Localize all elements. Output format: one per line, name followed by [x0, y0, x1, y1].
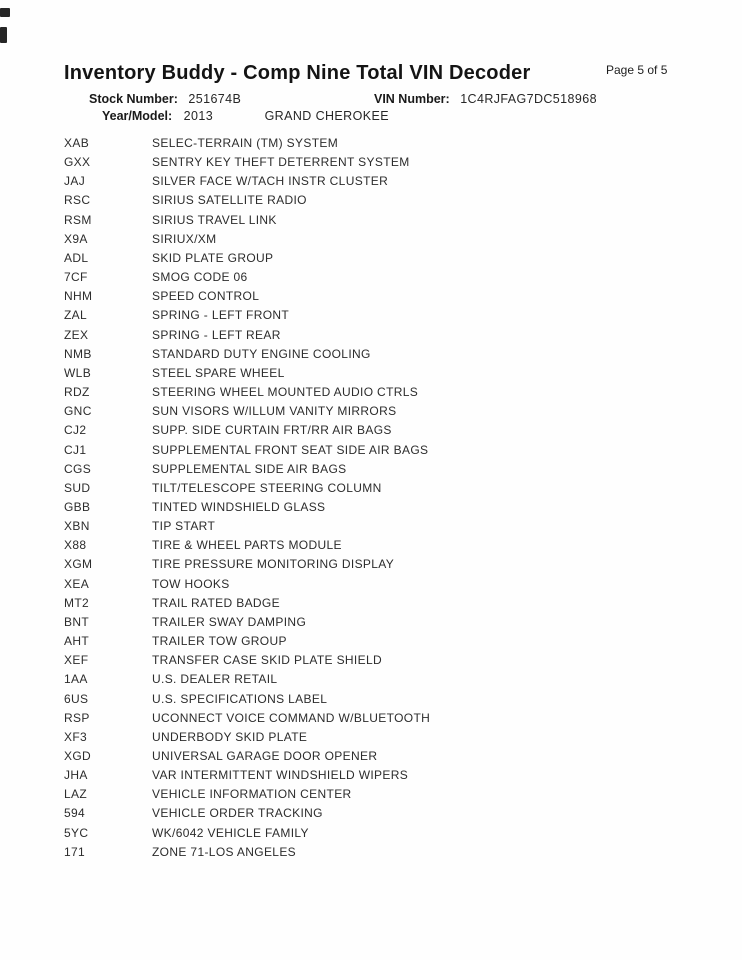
option-description: SIRIUS SATELLITE RADIO: [152, 193, 307, 208]
option-description: TILT/TELESCOPE STEERING COLUMN: [152, 480, 382, 495]
option-description: TINTED WINDSHIELD GLASS: [152, 499, 326, 514]
option-description: SUPP. SIDE CURTAIN FRT/RR AIR BAGS: [152, 423, 392, 438]
option-row: [64, 191, 684, 210]
option-description: SUN VISORS W/ILLUM VANITY MIRRORS: [152, 404, 397, 419]
page-title: Inventory Buddy - Comp Nine Total VIN Decoder: [64, 62, 531, 84]
option-code: RSC: [64, 193, 91, 208]
option-description: STEEL SPARE WHEEL: [152, 365, 285, 380]
option-description: TRAILER SWAY DAMPING: [152, 614, 307, 629]
option-row: [64, 594, 684, 613]
option-row: [64, 172, 684, 191]
option-description: VAR INTERMITTENT WINDSHIELD WIPERS: [152, 768, 409, 783]
option-row: [64, 824, 684, 843]
option-description: TRAILER TOW GROUP: [152, 634, 287, 649]
option-code: SUD: [64, 480, 91, 495]
option-code: X88: [64, 538, 87, 553]
option-code: 594: [64, 806, 86, 821]
option-description: U.S. DEALER RETAIL: [152, 672, 278, 687]
option-row: [64, 709, 684, 728]
option-code: CGS: [64, 461, 92, 476]
option-row: [64, 747, 684, 766]
option-description: TIRE PRESSURE MONITORING DISPLAY: [152, 557, 395, 572]
option-code: 6US: [64, 691, 89, 706]
option-row: [64, 441, 684, 460]
option-code: GXX: [64, 155, 91, 170]
option-code: XGM: [64, 557, 93, 572]
vin-number-label: VIN Number:: [374, 92, 450, 106]
option-row: [64, 555, 684, 574]
option-description: TRAIL RATED BADGE: [152, 595, 280, 610]
option-row: [64, 843, 684, 862]
option-code: AHT: [64, 634, 90, 649]
option-code: JAJ: [64, 174, 86, 189]
option-codes-list: [64, 134, 684, 862]
option-description: VEHICLE INFORMATION CENTER: [152, 787, 352, 802]
option-description: VEHICLE ORDER TRACKING: [152, 806, 323, 821]
option-description: SENTRY KEY THEFT DETERRENT SYSTEM: [152, 155, 410, 170]
option-code: BNT: [64, 614, 90, 629]
option-row: [64, 421, 684, 440]
option-code: LAZ: [64, 787, 88, 802]
option-row: [64, 402, 684, 421]
option-description: SPRING - LEFT REAR: [152, 327, 281, 342]
option-code: XBN: [64, 519, 90, 534]
option-code: CJ2: [64, 423, 87, 438]
option-row: [64, 613, 684, 632]
option-code: NMB: [64, 346, 92, 361]
option-row: [64, 785, 684, 804]
option-code: RDZ: [64, 385, 90, 400]
option-description: UCONNECT VOICE COMMAND W/BLUETOOTH: [152, 710, 431, 725]
option-row: [64, 479, 684, 498]
option-description: WK/6042 VEHICLE FAMILY: [152, 825, 309, 840]
vin-number-value: 1C4RJFAG7DC518968: [460, 92, 597, 106]
year-model-label: Year/Model:: [102, 109, 173, 123]
option-row: [64, 651, 684, 670]
option-row: [64, 536, 684, 555]
option-code: XF3: [64, 729, 88, 744]
model-value: GRAND CHEROKEE: [264, 109, 389, 123]
option-row: [64, 517, 684, 536]
option-row: [64, 211, 684, 230]
option-row: [64, 287, 684, 306]
option-code: GNC: [64, 404, 92, 419]
stock-number-line: [89, 92, 241, 107]
option-row: [64, 460, 684, 479]
stock-number-value: 251674B: [188, 92, 242, 106]
option-description: SUPPLEMENTAL SIDE AIR BAGS: [152, 461, 347, 476]
option-code: GBB: [64, 499, 91, 514]
scan-artifact-mark: [0, 27, 7, 43]
scan-artifact-mark: [0, 8, 10, 17]
option-description: TIP START: [152, 519, 216, 534]
option-row: [64, 670, 684, 689]
option-description: SPRING - LEFT FRONT: [152, 308, 290, 323]
option-code: XEF: [64, 653, 89, 668]
option-code: ZEX: [64, 327, 89, 342]
option-code: 1AA: [64, 672, 88, 687]
option-code: ZAL: [64, 308, 88, 323]
option-description: SILVER FACE W/TACH INSTR CLUSTER: [152, 174, 389, 189]
option-code: RSP: [64, 710, 90, 725]
option-row: [64, 690, 684, 709]
option-code: XAB: [64, 136, 90, 150]
option-code: XEA: [64, 576, 90, 591]
year-value: 2013: [183, 109, 214, 123]
option-description: SIRIUS TRAVEL LINK: [152, 212, 277, 227]
vin-number-line: [374, 92, 597, 107]
option-code: 7CF: [64, 270, 88, 285]
option-code: RSM: [64, 212, 92, 227]
option-code: XGD: [64, 749, 92, 763]
option-row: [64, 498, 684, 517]
year-model-line: [102, 109, 389, 124]
page-number-indicator: Page 5 of 5: [606, 63, 668, 77]
stock-number-label: Stock Number:: [89, 92, 178, 106]
option-description: SELEC-TERRAIN (TM) SYSTEM: [152, 136, 339, 150]
option-description: SUPPLEMENTAL FRONT SEAT SIDE AIR BAGS: [152, 442, 429, 457]
option-description: U.S. SPECIFICATIONS LABEL: [152, 691, 328, 706]
option-description: SMOG CODE 06: [152, 270, 248, 285]
option-code: NHM: [64, 289, 93, 304]
option-description: TIRE & WHEEL PARTS MODULE: [152, 538, 342, 553]
option-description: SIRIUX/XM: [152, 231, 217, 246]
option-description: SPEED CONTROL: [152, 289, 260, 304]
option-code: WLB: [64, 365, 92, 380]
option-code: 171: [64, 844, 86, 859]
option-code: 5YC: [64, 825, 89, 840]
option-row: [64, 804, 684, 823]
option-description: STANDARD DUTY ENGINE COOLING: [152, 346, 371, 361]
option-code: CJ1: [64, 442, 87, 457]
option-row: [64, 345, 684, 364]
option-row: [64, 326, 684, 345]
option-description: STEERING WHEEL MOUNTED AUDIO CTRLS: [152, 385, 419, 400]
option-row: [64, 766, 684, 785]
option-description: TRANSFER CASE SKID PLATE SHIELD: [152, 653, 383, 668]
option-row: [64, 728, 684, 747]
option-row: [64, 249, 684, 268]
option-description: TOW HOOKS: [152, 576, 230, 591]
option-row: [64, 153, 684, 172]
option-code: X9A: [64, 231, 88, 246]
option-description: ZONE 71-LOS ANGELES: [152, 844, 297, 859]
option-code: MT2: [64, 595, 90, 610]
option-row: [64, 575, 684, 594]
option-code: ADL: [64, 250, 89, 265]
option-row: [64, 268, 684, 287]
option-description: SKID PLATE GROUP: [152, 250, 274, 265]
option-row: [64, 306, 684, 325]
option-description: UNIVERSAL GARAGE DOOR OPENER: [152, 749, 378, 763]
option-row: [64, 383, 684, 402]
option-row: [64, 134, 684, 153]
option-row: [64, 364, 684, 383]
option-code: JHA: [64, 768, 88, 783]
option-row: [64, 230, 684, 249]
option-row: [64, 632, 684, 651]
option-description: UNDERBODY SKID PLATE: [152, 729, 308, 744]
